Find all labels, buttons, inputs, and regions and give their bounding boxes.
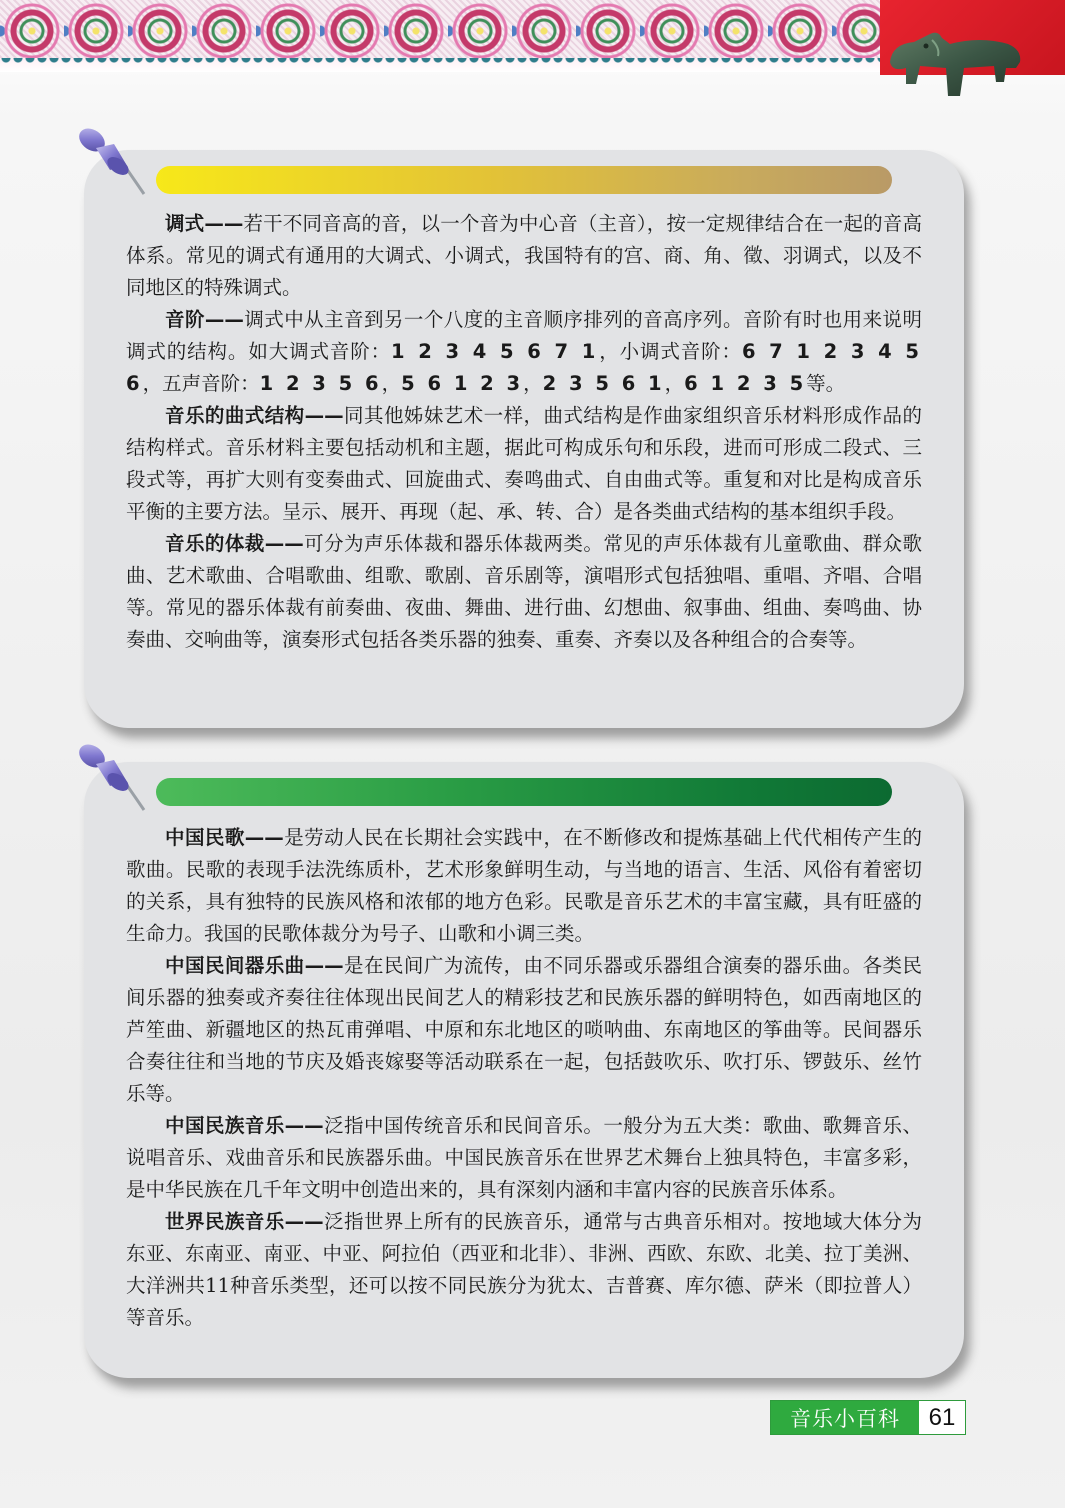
term-heading: 世界民族音乐 [165, 1210, 285, 1233]
card-title-bar [156, 778, 892, 806]
card-body [126, 822, 922, 1334]
paragraph-folk-instrumental [126, 950, 922, 1110]
term-dash: —— [284, 1210, 324, 1233]
term-heading: 中国民歌 [165, 826, 245, 849]
paragraph-national-music [126, 1110, 922, 1206]
paragraph-folk-song [126, 822, 922, 950]
paragraph-body: 泛指中国传统音乐和民间音乐。一般分为五大类：歌曲、歌舞音乐、说唱音乐、戏曲音乐和民族器乐曲。中国民族音乐在世界艺术舞台上独具特色，丰富多彩，是中华民族在几千年文明中创造出来的，具有深刻内涵和丰富内容的民族音乐体系。 [126, 1114, 922, 1201]
paragraph-world-music [126, 1206, 922, 1334]
page-number: 61 [928, 1403, 956, 1431]
pushpin-icon [70, 734, 170, 814]
term-heading: 音阶 [165, 308, 205, 331]
embroidered-border [0, 0, 885, 62]
term-dash: —— [304, 404, 344, 427]
paragraph-body: 可分为声乐体裁和器乐体裁两类。常见的声乐体裁有儿童歌曲、群众歌曲、艺术歌曲、合唱歌曲、组歌、歌剧、音乐剧等，演唱形式包括独唱、重唱、齐唱、合唱等。常见的器乐体裁有前奏曲、夜曲、舞曲、进行曲、幻想曲、叙事曲、组曲、奏鸣曲、协奏曲、交响曲等，演奏形式包括各类乐器的独奏、重奏、齐奏以及各种组合的合奏等。 [126, 532, 922, 651]
pentatonic-notation-2: 5 6 1 2 3 [401, 372, 524, 395]
paragraph-body: 调式中从主音到另一个八度的主音顺序排列的音高序列。音阶有时也用来说明调式的结构。如大调式音阶： [126, 308, 922, 363]
section-label: 音乐小百科 [771, 1401, 919, 1434]
term-heading: 中国民间器乐曲 [165, 954, 305, 977]
pentatonic-notation-3: 2 3 5 6 1 [542, 372, 665, 395]
paragraph-form [126, 400, 922, 528]
paragraph-body: 泛指世界上所有的民族音乐，通常与古典音乐相对。按地域大体分为东亚、东南亚、南亚、中亚、阿拉伯（西亚和北非）、非洲、西欧、东欧、北美、拉丁美洲、大洋洲共11种音乐类型，还可以按不同民族分为犹太、吉普赛、库尔德、萨米（即拉普人）等音乐。 [126, 1210, 922, 1329]
page-footer-tag [770, 1400, 966, 1435]
term-dash: —— [204, 212, 244, 235]
major-scale-notation: 1 2 3 4 5 6 7 1 [391, 340, 599, 363]
paragraph-body: 同其他姊妹艺术一样，曲式结构是作曲家组织音乐材料形成作品的结构样式。音乐材料主要包括动机和主题，据此可构成乐句和乐段，进而可形成二段式、三段式等，再扩大则有变奏曲式、回旋曲式、奏鸣曲式、自由曲式等。重复和对比是构成音乐平衡的主要方法。呈示、展开、再现（起、承、转、合）是各类曲式结构的基本组织手段。 [126, 404, 922, 523]
card-title-bar [156, 166, 892, 194]
term-heading: 音乐的曲式结构 [165, 404, 305, 427]
term-dash: —— [304, 954, 344, 977]
comma-text: ， [664, 372, 685, 395]
paragraph-tail: 等。 [806, 372, 846, 395]
paragraph-mode [126, 208, 922, 304]
comma-text: ， [523, 372, 543, 395]
pentatonic-notation-4: 6 1 2 3 5 [684, 372, 807, 395]
comma-text: ， [381, 372, 402, 395]
paragraph-body: 是劳动人民在长期社会实践中，在不断修改和提炼基础上代代相传产生的歌曲。民歌的表现手法洗练质朴，艺术形象鲜明生动，与当地的语言、生活、风俗有着密切的关系，具有独特的民族风格和浓郁的地方色彩。民歌是音乐艺术的丰富宝藏，具有旺盛的生命力。我国的民歌体裁分为号子、山歌和小调三类。 [126, 826, 922, 945]
paragraph-scale [126, 304, 922, 400]
term-dash: —— [284, 1114, 324, 1137]
term-heading: 音乐的体裁 [165, 532, 265, 555]
pushpin-icon [70, 118, 170, 198]
paragraph-body: 是在民间广为流传，由不同乐器或乐器组合演奏的器乐曲。各类民间乐器的独奏或齐奏往往体现出民间艺人的精彩技艺和民族乐器的鲜明特色，如西南地区的芦笙曲、新疆地区的热瓦甫弹唱、中原和东北地区的唢呐曲、东南地区的筝曲等。民间器乐合奏往往和当地的节庆及婚丧嫁娶等活动联系在一起，包括鼓吹乐、吹打乐、锣鼓乐、丝竹乐等。 [126, 954, 922, 1105]
bronze-ox-icon [880, 22, 1030, 104]
info-card-music-theory [84, 150, 964, 728]
term-dash: —— [264, 532, 304, 555]
term-dash: —— [244, 826, 284, 849]
term-dash: —— [204, 308, 244, 331]
info-card-folk-music [84, 762, 964, 1378]
separator-text: ，小调式音阶： [598, 340, 742, 363]
pentatonic-notation-1: 1 2 3 5 6 [259, 372, 382, 395]
term-heading: 中国民族音乐 [165, 1114, 285, 1137]
minor-scale-notation: 6 7 1 2 3 4 5 6 [126, 340, 922, 395]
border-fringe [0, 58, 885, 72]
card-body [126, 208, 922, 656]
term-heading: 调式 [165, 212, 205, 235]
paragraph-body: 若干不同音高的音，以一个音为中心音（主音），按一定规律结合在一起的音高体系。常见的调式有通用的大调式、小调式，我国特有的宫、商、角、徵、羽调式，以及不同地区的特殊调式。 [126, 212, 922, 299]
paragraph-genre [126, 528, 922, 656]
separator-text: ，五声音阶： [142, 372, 260, 395]
